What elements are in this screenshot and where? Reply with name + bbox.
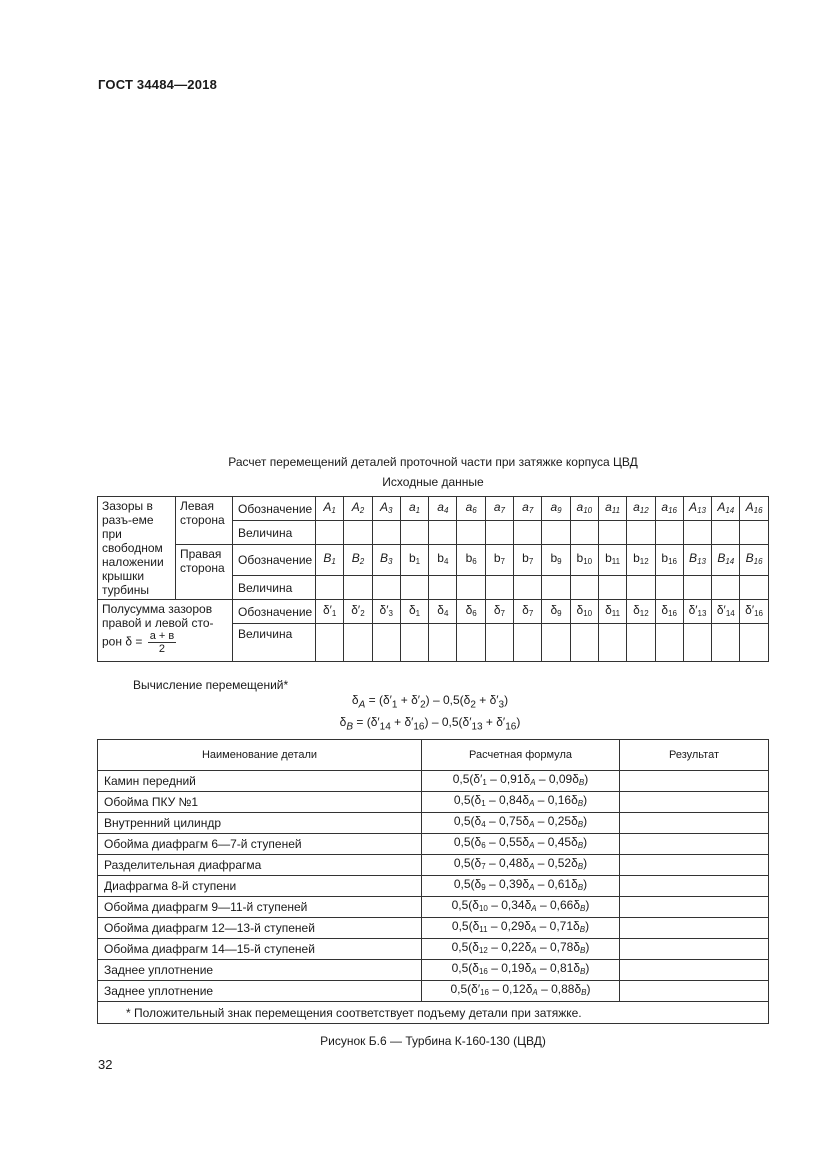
- symbol-cell: $\delta_{10}$: [570, 600, 598, 624]
- value-cell: [627, 521, 655, 545]
- table-row: [98, 981, 769, 1002]
- symbol-cell: $b_7$: [485, 545, 513, 576]
- symbol-cell: $\delta_7$: [514, 600, 542, 624]
- value-cell: [683, 576, 711, 600]
- value-cell: [570, 521, 598, 545]
- row-value-label: Величина: [233, 624, 316, 662]
- value-cell: [344, 576, 372, 600]
- value-cell: [344, 624, 372, 662]
- table-row: [98, 813, 769, 834]
- symbol-cell: $A_2$: [344, 497, 372, 521]
- symbol-cell: $a_7$: [485, 497, 513, 521]
- value-cell: [712, 521, 740, 545]
- formula-cell: $0,5(\delta_{16} - 0,19\delta_A - 0,81\delta_B)$: [422, 960, 620, 981]
- fraction-denominator: 2: [158, 643, 166, 655]
- value-cell: [740, 624, 768, 662]
- result-cell: [620, 855, 769, 876]
- half-sum-label: [98, 600, 233, 662]
- symbol-cell: $A_3$: [372, 497, 400, 521]
- value-cell: [457, 624, 485, 662]
- value-cell: [740, 576, 768, 600]
- value-cell: [683, 521, 711, 545]
- result-cell: [620, 792, 769, 813]
- symbol-cell: $B_{16}$: [740, 545, 768, 576]
- value-cell: [655, 521, 683, 545]
- symbol-cell: $a_{16}$: [655, 497, 683, 521]
- symbol-cell: $B_{13}$: [683, 545, 711, 576]
- result-cell: [620, 918, 769, 939]
- symbol-cell: $b_6$: [457, 545, 485, 576]
- value-cell: [429, 624, 457, 662]
- symbol-cell: $B_1$: [316, 545, 344, 576]
- value-cell: [598, 624, 626, 662]
- header-result: Результат: [620, 740, 769, 771]
- value-cell: [514, 521, 542, 545]
- value-cell: [655, 624, 683, 662]
- symbol-cell: $b_1$: [400, 545, 428, 576]
- table-row: [98, 834, 769, 855]
- value-cell: [372, 576, 400, 600]
- document-code: ГОСТ 34484—2018: [98, 77, 217, 92]
- symbol-cell: $a_1$: [400, 497, 428, 521]
- part-name: Обойма диафрагм 9—11-й ступеней: [98, 897, 422, 918]
- symbol-cell: $\delta_7$: [485, 600, 513, 624]
- value-cell: [712, 624, 740, 662]
- right-side-label: Правая сторона: [176, 545, 233, 600]
- value-cell: [598, 576, 626, 600]
- formula-cell: $0,5(\delta'_{16} - 0,12\delta_A - 0,88\delta_B)$: [422, 981, 620, 1002]
- value-cell: [655, 576, 683, 600]
- formula-cell: $0,5(\delta_6 - 0,55\delta_A - 0,45\delta_B)$: [422, 834, 620, 855]
- table-row: [98, 939, 769, 960]
- part-name: Обойма диафрагм 12—13-й ступеней: [98, 918, 422, 939]
- symbol-cell: $\delta_6$: [457, 600, 485, 624]
- table-title: Расчет перемещений деталей проточной части при затяжке корпуса ЦВД: [228, 455, 638, 469]
- symbol-cell: $\delta_{12}$: [627, 600, 655, 624]
- symbol-cell: $b_{16}$: [655, 545, 683, 576]
- part-name: Диафрагма 8-й ступени: [98, 876, 422, 897]
- symbol-cell: $a_7$: [514, 497, 542, 521]
- part-name: Заднее уплотнение: [98, 981, 422, 1002]
- part-name: Обойма ПКУ №1: [98, 792, 422, 813]
- symbol-cell: $\delta_9$: [542, 600, 570, 624]
- symbol-cell: $\delta'_1$: [316, 600, 344, 624]
- symbol-cell: $a_{11}$: [598, 497, 626, 521]
- table-row: [98, 918, 769, 939]
- formula-delta-a: $\delta_A = (\delta'_1 + \delta'_2) - 0,5(\delta_2 + \delta'_3)$: [351, 693, 509, 711]
- table-row: [98, 855, 769, 876]
- symbol-cell: $a_{10}$: [570, 497, 598, 521]
- result-cell: [620, 834, 769, 855]
- symbol-cell: $\delta_4$: [429, 600, 457, 624]
- symbol-cell: $b_4$: [429, 545, 457, 576]
- symbol-cell: $\delta_{11}$: [598, 600, 626, 624]
- part-name: Заднее уплотнение: [98, 960, 422, 981]
- formula-cell: $0,5(\delta_7 - 0,48\delta_A - 0,52\delta_B)$: [422, 855, 620, 876]
- table-row: [98, 960, 769, 981]
- value-cell: [570, 624, 598, 662]
- table-row: [98, 897, 769, 918]
- row-value-label: Величина: [233, 521, 316, 545]
- value-cell: [485, 521, 513, 545]
- symbol-cell: $\delta'_3$: [372, 600, 400, 624]
- symbol-cell: $\delta_{16}$: [655, 600, 683, 624]
- formula-cell: $0,5(\delta_1 - 0,84\delta_A - 0,16\delta_B)$: [422, 792, 620, 813]
- result-cell: [620, 939, 769, 960]
- symbol-cell: $B_2$: [344, 545, 372, 576]
- value-cell: [514, 624, 542, 662]
- value-cell: [542, 576, 570, 600]
- value-cell: [457, 521, 485, 545]
- symbol-cell: $B_3$: [372, 545, 400, 576]
- part-name: Обойма диафрагм 14—15-й ступеней: [98, 939, 422, 960]
- value-cell: [485, 624, 513, 662]
- part-name: Обойма диафрагм 6—7-й ступеней: [98, 834, 422, 855]
- gaps-group-label: Зазоры в разъ-еме при свободном наложении крышки турбины: [98, 497, 176, 600]
- half-sum-text: Полусумма зазоров правой и левой сто-рон: [102, 602, 214, 649]
- formula-cell: $0,5(\delta'_1 - 0,91\delta_A - 0,09\delta_B)$: [422, 771, 620, 792]
- result-cell: [620, 876, 769, 897]
- calc-title: Вычисление перемещений*: [133, 678, 289, 692]
- value-cell: [485, 576, 513, 600]
- value-cell: [570, 576, 598, 600]
- value-cell: [372, 624, 400, 662]
- symbol-cell: $\delta'_{13}$: [683, 600, 711, 624]
- value-cell: [514, 576, 542, 600]
- formula-cell: $0,5(\delta_{12} - 0,22\delta_A - 0,78\delta_B)$: [422, 939, 620, 960]
- part-name: Разделительная диафрагма: [98, 855, 422, 876]
- part-name: Камин передний: [98, 771, 422, 792]
- table-subtitle: Исходные данные: [382, 475, 484, 489]
- formula-cell: $0,5(\delta_{10} - 0,34\delta_A - 0,66\delta_B)$: [422, 897, 620, 918]
- value-cell: [542, 521, 570, 545]
- symbol-cell: $\delta'_{14}$: [712, 600, 740, 624]
- symbol-cell: $b_7$: [514, 545, 542, 576]
- result-cell: [620, 813, 769, 834]
- value-cell: [457, 576, 485, 600]
- symbol-cell: $A_{16}$: [740, 497, 768, 521]
- symbol-cell: $a_9$: [542, 497, 570, 521]
- value-cell: [627, 624, 655, 662]
- table-row: [98, 792, 769, 813]
- fraction-numerator: a + в: [149, 630, 175, 642]
- value-cell: [400, 521, 428, 545]
- formula-cell: $0,5(\delta_{11} - 0,29\delta_A - 0,71\delta_B)$: [422, 918, 620, 939]
- symbol-cell: $b_{12}$: [627, 545, 655, 576]
- symbol-cell: $a_{12}$: [627, 497, 655, 521]
- formula-delta-b: $\delta_B = (\delta'_{14} + \delta'_{16}) - 0,5(\delta'_{13} + \delta'_{16})$: [339, 715, 521, 733]
- result-cell: [620, 771, 769, 792]
- value-cell: [740, 521, 768, 545]
- symbol-cell: $\delta'_{16}$: [740, 600, 768, 624]
- result-cell: [620, 981, 769, 1002]
- footnote: * Положительный знак перемещения соответствует подъему детали при затяжке.: [98, 1002, 769, 1024]
- initial-data-table: [97, 496, 769, 662]
- value-cell: [429, 576, 457, 600]
- symbol-cell: $a_4$: [429, 497, 457, 521]
- row-designation-label: Обозначение: [233, 545, 316, 576]
- half-sum-lhs: δ =: [125, 634, 143, 649]
- value-cell: [683, 624, 711, 662]
- value-cell: [627, 576, 655, 600]
- part-name: Внутренний цилиндр: [98, 813, 422, 834]
- symbol-cell: $b_{10}$: [570, 545, 598, 576]
- symbol-cell: $A_1$: [316, 497, 344, 521]
- symbol-cell: $b_{11}$: [598, 545, 626, 576]
- header-part-name: Наименование детали: [98, 740, 422, 771]
- symbol-cell: $B_{14}$: [712, 545, 740, 576]
- formula-cell: $0,5(\delta_4 - 0,75\delta_A - 0,25\delta_B)$: [422, 813, 620, 834]
- value-cell: [400, 624, 428, 662]
- table-row: [98, 771, 769, 792]
- left-side-label: Левая сторона: [176, 497, 233, 545]
- symbol-cell: $a_6$: [457, 497, 485, 521]
- figure-caption: Рисунок Б.6 — Турбина К-160-130 (ЦВД): [320, 1034, 546, 1048]
- half-sum-fraction: [148, 630, 177, 655]
- page-number: 32: [98, 1057, 113, 1072]
- row-designation-label: Обозначение: [233, 600, 316, 624]
- formula-cell: $0,5(\delta_9 - 0,39\delta_A - 0,61\delta_B)$: [422, 876, 620, 897]
- value-cell: [542, 624, 570, 662]
- row-designation-label: Обозначение: [233, 497, 316, 521]
- value-cell: [344, 521, 372, 545]
- header-formula: Расчетная формула: [422, 740, 620, 771]
- value-cell: [316, 576, 344, 600]
- value-cell: [316, 521, 344, 545]
- symbol-cell: $A_{13}$: [683, 497, 711, 521]
- value-cell: [316, 624, 344, 662]
- symbol-cell: $\delta_1$: [400, 600, 428, 624]
- value-cell: [598, 521, 626, 545]
- value-cell: [712, 576, 740, 600]
- value-cell: [400, 576, 428, 600]
- table-row: [98, 876, 769, 897]
- value-cell: [372, 521, 400, 545]
- row-value-label: Величина: [233, 576, 316, 600]
- symbol-cell: $A_{14}$: [712, 497, 740, 521]
- value-cell: [429, 521, 457, 545]
- calculation-table: [97, 739, 769, 1024]
- symbol-cell: $b_9$: [542, 545, 570, 576]
- symbol-cell: $\delta'_2$: [344, 600, 372, 624]
- result-cell: [620, 897, 769, 918]
- result-cell: [620, 960, 769, 981]
